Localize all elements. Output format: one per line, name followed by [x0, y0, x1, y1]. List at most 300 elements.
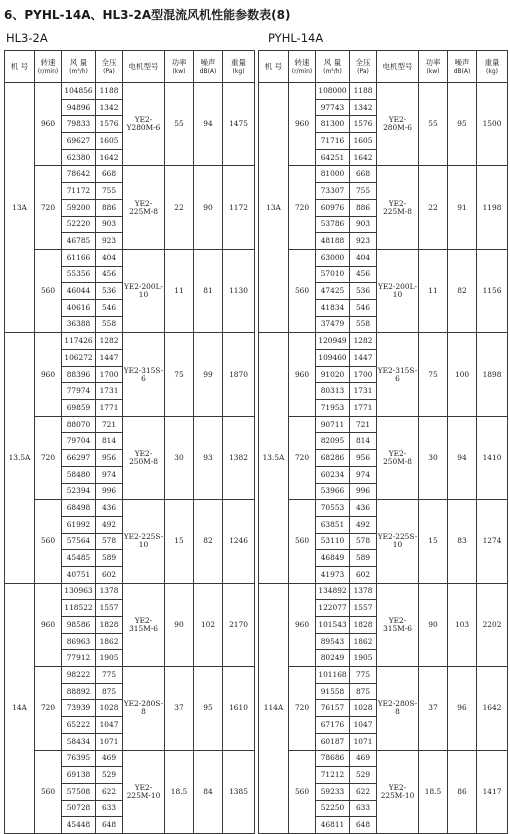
flow-cell: 71716 [316, 133, 350, 150]
flow-cell: 66297 [62, 450, 96, 467]
pressure-cell: 996 [350, 483, 377, 500]
power-cell: 22 [419, 166, 448, 249]
motor-cell: YE2-250M-8 [123, 416, 165, 499]
pressure-cell: 404 [350, 249, 377, 266]
pressure-cell: 974 [350, 466, 377, 483]
speed-cell: 560 [35, 249, 62, 332]
pressure-cell: 1447 [350, 350, 377, 367]
flow-cell: 82095 [316, 433, 350, 450]
motor-cell: YE2-315M-6 [377, 583, 419, 666]
header-motor: 电机型号 [123, 51, 165, 83]
table-row [5, 249, 255, 266]
flow-cell: 120949 [316, 333, 350, 350]
flow-cell: 57564 [62, 533, 96, 550]
header-weight: 重量 (kg) [477, 51, 508, 83]
pressure-cell: 456 [96, 266, 123, 283]
pressure-cell: 1342 [350, 99, 377, 116]
flow-cell: 62380 [62, 149, 96, 166]
table-row [5, 83, 255, 100]
pressure-cell: 1828 [350, 617, 377, 634]
power-cell: 37 [419, 667, 448, 750]
flow-cell: 134892 [316, 583, 350, 600]
flow-cell: 69627 [62, 133, 96, 150]
table-row [5, 333, 255, 350]
pressure-cell: 589 [96, 550, 123, 567]
noise-cell: 83 [448, 500, 477, 583]
pressure-cell: 602 [350, 566, 377, 583]
flow-cell: 53966 [316, 483, 350, 500]
pressure-cell: 578 [350, 533, 377, 550]
weight-cell: 2202 [477, 583, 508, 666]
flow-cell: 130963 [62, 583, 96, 600]
noise-cell: 91 [448, 166, 477, 249]
pressure-cell: 1771 [350, 400, 377, 417]
pressure-cell: 886 [350, 199, 377, 216]
power-cell: 30 [419, 416, 448, 499]
flow-cell: 37479 [316, 316, 350, 333]
flow-cell: 61992 [62, 516, 96, 533]
flow-cell: 53786 [316, 216, 350, 233]
spec-table-hl3-2a [4, 50, 255, 834]
weight-cell: 1642 [477, 667, 508, 750]
motor-cell: YE2-315S-6 [123, 333, 165, 416]
header-pressure: 全压 (Pa) [350, 51, 377, 83]
pressure-cell: 1188 [350, 83, 377, 100]
pressure-cell: 546 [96, 299, 123, 316]
flow-cell: 40751 [62, 566, 96, 583]
flow-cell: 41973 [316, 566, 350, 583]
power-cell: 37 [165, 667, 194, 750]
pressure-cell: 648 [96, 817, 123, 834]
power-cell: 55 [165, 83, 194, 166]
header-weight: 重量 (kg) [223, 51, 255, 83]
motor-cell: YE2-200L-10 [377, 249, 419, 332]
power-cell: 18.5 [165, 750, 194, 833]
speed-cell: 720 [289, 416, 316, 499]
model-cell: 13.5A [259, 333, 289, 583]
pressure-cell: 1071 [96, 733, 123, 750]
header-flow: 风 量 (m³/h) [316, 51, 350, 83]
flow-cell: 90711 [316, 416, 350, 433]
flow-cell: 46785 [62, 233, 96, 250]
flow-cell: 58434 [62, 733, 96, 750]
flow-cell: 79704 [62, 433, 96, 450]
flow-cell: 118522 [62, 600, 96, 617]
pressure-cell: 668 [96, 166, 123, 183]
pressure-cell: 1828 [96, 617, 123, 634]
power-cell: 22 [165, 166, 194, 249]
pressure-cell: 721 [96, 416, 123, 433]
motor-cell: YE2-315S-6 [377, 333, 419, 416]
pressure-cell: 1576 [96, 116, 123, 133]
weight-cell: 1382 [223, 416, 255, 499]
flow-cell: 71953 [316, 400, 350, 417]
motor-cell: YE2-Y280M-6 [123, 83, 165, 166]
flow-cell: 63851 [316, 516, 350, 533]
noise-cell: 82 [194, 500, 223, 583]
flow-cell: 53110 [316, 533, 350, 550]
table-row [259, 333, 508, 350]
pressure-cell: 1700 [96, 366, 123, 383]
flow-cell: 76395 [62, 750, 96, 767]
pressure-cell: 1557 [96, 600, 123, 617]
pressure-cell: 602 [96, 566, 123, 583]
pressure-cell: 755 [350, 183, 377, 200]
speed-cell: 960 [35, 83, 62, 166]
motor-cell: YE2-225M-8 [123, 166, 165, 249]
flow-cell: 68286 [316, 450, 350, 467]
header-power: 功率 (kw) [419, 51, 448, 83]
pressure-cell: 1905 [96, 650, 123, 667]
header-pressure: 全压 (Pa) [96, 51, 123, 83]
pressure-cell: 1028 [350, 700, 377, 717]
motor-cell: YE2-250M-8 [377, 416, 419, 499]
flow-cell: 91020 [316, 366, 350, 383]
noise-cell: 103 [448, 583, 477, 666]
flow-cell: 104856 [62, 83, 96, 100]
power-cell: 75 [165, 333, 194, 416]
pressure-cell: 633 [96, 800, 123, 817]
weight-cell: 1475 [223, 83, 255, 166]
motor-cell: YE2-225M-8 [377, 166, 419, 249]
pressure-cell: 529 [96, 767, 123, 784]
noise-cell: 102 [194, 583, 223, 666]
weight-cell: 1172 [223, 166, 255, 249]
pressure-cell: 1557 [350, 600, 377, 617]
pressure-cell: 996 [96, 483, 123, 500]
flow-cell: 101168 [316, 667, 350, 684]
flow-cell: 79833 [62, 116, 96, 133]
table-row [259, 500, 508, 517]
pressure-cell: 814 [96, 433, 123, 450]
flow-cell: 45485 [62, 550, 96, 567]
table-row [5, 166, 255, 183]
flow-cell: 60234 [316, 466, 350, 483]
flow-cell: 57010 [316, 266, 350, 283]
pressure-cell: 875 [96, 683, 123, 700]
pressure-cell: 546 [350, 299, 377, 316]
pressure-cell: 469 [96, 750, 123, 767]
flow-cell: 80249 [316, 650, 350, 667]
power-cell: 75 [419, 333, 448, 416]
flow-cell: 73307 [316, 183, 350, 200]
pressure-cell: 1642 [96, 149, 123, 166]
table-row [259, 416, 508, 433]
header-model: 机 号 [259, 51, 289, 83]
noise-cell: 93 [194, 416, 223, 499]
pressure-cell: 1378 [96, 583, 123, 600]
speed-cell: 560 [289, 750, 316, 833]
model-cell: 14A [5, 583, 35, 833]
header-power: 功率 (kw) [165, 51, 194, 83]
power-cell: 18.5 [419, 750, 448, 833]
speed-cell: 560 [35, 750, 62, 833]
flow-cell: 78642 [62, 166, 96, 183]
motor-cell: YE2-280S-8 [123, 667, 165, 750]
pressure-cell: 1282 [96, 333, 123, 350]
pressure-cell: 775 [96, 667, 123, 684]
motor-cell: YE2-225M-10 [377, 750, 419, 833]
pressure-cell: 589 [350, 550, 377, 567]
flow-cell: 68498 [62, 500, 96, 517]
noise-cell: 94 [194, 83, 223, 166]
pressure-cell: 622 [350, 783, 377, 800]
power-cell: 11 [419, 249, 448, 332]
header-noise: 噪声 dB(A) [194, 51, 223, 83]
pressure-cell: 456 [350, 266, 377, 283]
noise-cell: 99 [194, 333, 223, 416]
flow-cell: 78686 [316, 750, 350, 767]
pressure-cell: 1047 [96, 717, 123, 734]
flow-cell: 52250 [316, 800, 350, 817]
table-row [5, 416, 255, 433]
speed-cell: 720 [35, 166, 62, 249]
pressure-cell: 1771 [96, 400, 123, 417]
flow-cell: 52220 [62, 216, 96, 233]
power-cell: 90 [165, 583, 194, 666]
flow-cell: 70553 [316, 500, 350, 517]
pressure-cell: 492 [350, 516, 377, 533]
flow-cell: 65222 [62, 717, 96, 734]
table-row [259, 83, 508, 100]
speed-cell: 960 [289, 83, 316, 166]
pressure-cell: 1605 [350, 133, 377, 150]
weight-cell: 1246 [223, 500, 255, 583]
pressure-cell: 1905 [350, 650, 377, 667]
flow-cell: 61166 [62, 249, 96, 266]
pressure-cell: 1282 [350, 333, 377, 350]
pressure-cell: 436 [350, 500, 377, 517]
flow-cell: 46044 [62, 283, 96, 300]
noise-cell: 100 [448, 333, 477, 416]
weight-cell: 1870 [223, 333, 255, 416]
pressure-cell: 469 [350, 750, 377, 767]
speed-cell: 960 [35, 583, 62, 666]
header-flow: 风 量 (m³/h) [62, 51, 96, 83]
flow-cell: 58480 [62, 466, 96, 483]
pressure-cell: 1188 [96, 83, 123, 100]
flow-cell: 59233 [316, 783, 350, 800]
flow-cell: 89543 [316, 633, 350, 650]
header-noise: 噪声 dB(A) [448, 51, 477, 83]
pressure-cell: 814 [350, 433, 377, 450]
flow-cell: 71172 [62, 183, 96, 200]
flow-cell: 48188 [316, 233, 350, 250]
pressure-cell: 903 [96, 216, 123, 233]
pressure-cell: 923 [96, 233, 123, 250]
speed-cell: 560 [289, 500, 316, 583]
motor-cell: YE2-315M-6 [123, 583, 165, 666]
pressure-cell: 1028 [96, 700, 123, 717]
pressure-cell: 622 [96, 783, 123, 800]
pressure-cell: 775 [350, 667, 377, 684]
pressure-cell: 1342 [96, 99, 123, 116]
power-cell: 30 [165, 416, 194, 499]
pressure-cell: 1862 [96, 633, 123, 650]
weight-cell: 1610 [223, 667, 255, 750]
pressure-cell: 1731 [350, 383, 377, 400]
pressure-cell: 1071 [350, 733, 377, 750]
pressure-cell: 886 [96, 199, 123, 216]
flow-cell: 88396 [62, 366, 96, 383]
flow-cell: 45448 [62, 817, 96, 834]
power-cell: 11 [165, 249, 194, 332]
weight-cell: 1417 [477, 750, 508, 833]
noise-cell: 86 [448, 750, 477, 833]
table-row [5, 750, 255, 767]
table-body [5, 83, 255, 834]
flow-cell: 81300 [316, 116, 350, 133]
table-subtitle-hl3-2a: HL3-2A [6, 31, 48, 45]
power-cell: 15 [165, 500, 194, 583]
table-subtitle-pyhl-14a: PYHL-14A [268, 31, 324, 45]
pressure-cell: 492 [96, 516, 123, 533]
model-cell: 13.5A [5, 333, 35, 583]
flow-cell: 46811 [316, 817, 350, 834]
noise-cell: 95 [194, 667, 223, 750]
flow-cell: 80313 [316, 383, 350, 400]
pressure-cell: 648 [350, 817, 377, 834]
speed-cell: 560 [289, 249, 316, 332]
flow-cell: 36388 [62, 316, 96, 333]
flow-cell: 69138 [62, 767, 96, 784]
noise-cell: 90 [194, 166, 223, 249]
weight-cell: 1898 [477, 333, 508, 416]
weight-cell: 1500 [477, 83, 508, 166]
pressure-cell: 1731 [96, 383, 123, 400]
model-cell: 114A [259, 583, 289, 833]
weight-cell: 1198 [477, 166, 508, 249]
power-cell: 90 [419, 583, 448, 666]
pressure-cell: 558 [350, 316, 377, 333]
table-row [259, 667, 508, 684]
motor-cell: YE2-280S-8 [377, 667, 419, 750]
pressure-cell: 1576 [350, 116, 377, 133]
flow-cell: 59200 [62, 199, 96, 216]
noise-cell: 82 [448, 249, 477, 332]
flow-cell: 64251 [316, 149, 350, 166]
flow-cell: 117426 [62, 333, 96, 350]
motor-cell: YE2-200L-10 [123, 249, 165, 332]
flow-cell: 67176 [316, 717, 350, 734]
pressure-cell: 633 [350, 800, 377, 817]
flow-cell: 81000 [316, 166, 350, 183]
flow-cell: 98586 [62, 617, 96, 634]
weight-cell: 1385 [223, 750, 255, 833]
header-model: 机 号 [5, 51, 35, 83]
motor-cell: YE2-280M-6 [377, 83, 419, 166]
pressure-cell: 1047 [350, 717, 377, 734]
pressure-cell: 404 [96, 249, 123, 266]
power-cell: 55 [419, 83, 448, 166]
pressure-cell: 903 [350, 216, 377, 233]
speed-cell: 720 [289, 166, 316, 249]
table-row [259, 750, 508, 767]
pressure-cell: 1862 [350, 633, 377, 650]
weight-cell: 1156 [477, 249, 508, 332]
noise-cell: 96 [448, 667, 477, 750]
header-speed: 转速 (r/min) [289, 51, 316, 83]
flow-cell: 73939 [62, 700, 96, 717]
table-row [5, 583, 255, 600]
noise-cell: 94 [448, 416, 477, 499]
pressure-cell: 1605 [96, 133, 123, 150]
motor-cell: YE2-225M-10 [123, 750, 165, 833]
table-row [5, 500, 255, 517]
header-motor: 电机型号 [377, 51, 419, 83]
weight-cell: 1274 [477, 500, 508, 583]
page-title: 6、PYHL-14A、HL3-2A型混流风机性能参数表(8) [4, 8, 291, 22]
flow-cell: 40616 [62, 299, 96, 316]
flow-cell: 97743 [316, 99, 350, 116]
pressure-cell: 436 [96, 500, 123, 517]
flow-cell: 60976 [316, 199, 350, 216]
pressure-cell: 558 [96, 316, 123, 333]
flow-cell: 57508 [62, 783, 96, 800]
pressure-cell: 1378 [350, 583, 377, 600]
flow-cell: 77974 [62, 383, 96, 400]
flow-cell: 76157 [316, 700, 350, 717]
speed-cell: 720 [35, 667, 62, 750]
pressure-cell: 956 [96, 450, 123, 467]
noise-cell: 81 [194, 249, 223, 332]
header-speed: 转速 (r/min) [35, 51, 62, 83]
pressure-cell: 974 [96, 466, 123, 483]
flow-cell: 71212 [316, 767, 350, 784]
table-row [259, 249, 508, 266]
pressure-cell: 536 [350, 283, 377, 300]
flow-cell: 60187 [316, 733, 350, 750]
flow-cell: 47425 [316, 283, 350, 300]
pressure-cell: 529 [350, 767, 377, 784]
table-body [259, 83, 508, 834]
flow-cell: 98222 [62, 667, 96, 684]
flow-cell: 88892 [62, 683, 96, 700]
flow-cell: 109460 [316, 350, 350, 367]
speed-cell: 560 [35, 500, 62, 583]
flow-cell: 77912 [62, 650, 96, 667]
flow-cell: 91558 [316, 683, 350, 700]
flow-cell: 63000 [316, 249, 350, 266]
pressure-cell: 755 [96, 183, 123, 200]
pressure-cell: 721 [350, 416, 377, 433]
speed-cell: 960 [289, 583, 316, 666]
flow-cell: 94896 [62, 99, 96, 116]
table-row [259, 166, 508, 183]
motor-cell: YE2-225S-10 [123, 500, 165, 583]
model-cell: 13A [259, 83, 289, 333]
table-row [5, 667, 255, 684]
spec-table-pyhl-14a [258, 50, 508, 834]
motor-cell: YE2-225S-10 [377, 500, 419, 583]
pressure-cell: 578 [96, 533, 123, 550]
weight-cell: 1410 [477, 416, 508, 499]
flow-cell: 106272 [62, 350, 96, 367]
model-cell: 13A [5, 83, 35, 333]
pressure-cell: 668 [350, 166, 377, 183]
pressure-cell: 536 [96, 283, 123, 300]
flow-cell: 88070 [62, 416, 96, 433]
noise-cell: 84 [194, 750, 223, 833]
speed-cell: 960 [289, 333, 316, 416]
speed-cell: 960 [35, 333, 62, 416]
flow-cell: 46849 [316, 550, 350, 567]
flow-cell: 69859 [62, 400, 96, 417]
pressure-cell: 923 [350, 233, 377, 250]
speed-cell: 720 [35, 416, 62, 499]
flow-cell: 101543 [316, 617, 350, 634]
power-cell: 15 [419, 500, 448, 583]
